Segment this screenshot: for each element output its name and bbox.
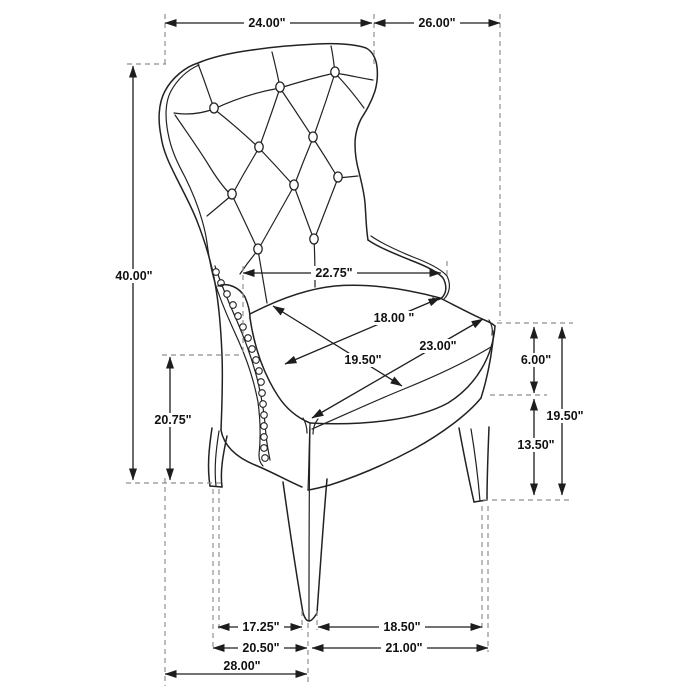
rail-seam-b2-b3 [280,73,335,88]
dim-label-seat-height: 19.50" [546,409,584,423]
rail-pleat-left [198,64,214,108]
dimension-20-75-inch [150,357,196,480]
right-arm-inner-line [371,236,449,299]
dimension-20-50-inch [213,641,307,655]
chair-drawing [159,44,495,621]
dim-label-seat-front-width: 19.50" [344,353,382,367]
dim-label-front-leg-spacing: 17.25" [242,620,280,634]
dimension-28-inch [165,659,307,674]
dim-label-back-width-at-seat: 22.75" [315,266,353,280]
dim-label-leg-height: 13.50" [517,438,555,452]
tufting-buttons [210,67,342,254]
dim-label-seat-depth: 18.00 " [373,311,415,325]
chair-back-outline [159,44,377,430]
seat-right-edge [440,298,495,326]
rear-right-leg [459,427,489,502]
dimension-22-75-inch [243,266,441,280]
rail-seam-b1-left [174,109,214,114]
rear-left-leg [209,428,227,487]
dimension-24-inch [165,16,372,30]
left-wing-seam [175,115,231,195]
skirt-bottom-edge [308,398,481,490]
dim-label-front-width-lower: 20.50" [242,641,280,655]
dim-label-seat-diagonal: 23.00" [419,339,457,353]
dimension-23-inch [312,319,483,418]
dim-label-overall-height: 40.00" [115,269,153,283]
cushion-skirt-seam [312,347,491,429]
dimension-26-inch [374,16,500,30]
dimension-6-inch [517,327,556,393]
front-leg [283,427,327,621]
dimension-18-50-inch [318,620,482,634]
dim-label-overall-depth-top: 26.00" [418,16,456,30]
dimension-21-inch [312,641,488,655]
extension-lines [126,14,573,686]
dim-label-arm-height: 20.75" [154,413,192,427]
dim-label-overall-width-bottom: 28.00" [223,659,261,673]
seat-front-right-edge [310,326,495,424]
dim-label-seat-rail-thickness: 6.00" [520,353,552,367]
dim-label-side-leg-spacing-inner: 18.50" [383,620,421,634]
dim-label-back-width-top: 24.00" [248,16,286,30]
rail-seam-b1-b2 [214,88,280,109]
dim-label-side-depth-lower: 21.00" [385,641,423,655]
dimension-17-25-inch [218,620,302,634]
